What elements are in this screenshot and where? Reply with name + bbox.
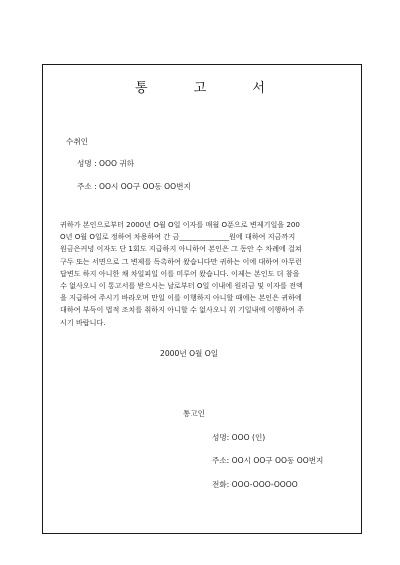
sender-label: 통고인: [183, 409, 206, 418]
body-line: 답변도 하지 아니한 채 차일피일 이를 미루어 왔습니다. 이제는 본인도 더 참을: [60, 268, 300, 278]
sender-phone: 전화: OOO-OOO-OOOO: [212, 480, 298, 489]
body-line: 수 없사오니 이 통고서를 받으시는 날로부터 O일 이내에 원리금 및 이자를 전액: [60, 281, 303, 291]
notice-date: 2000년 O월 O일: [160, 349, 219, 358]
body-line: 원금은커녕 이자도 단 1회도 지급하지 아니하여 본인은 그 동안 수 차례에 걸쳐: [60, 244, 302, 254]
body-line: 시기 바랍니다.: [60, 317, 106, 327]
body-line: 귀하가 본인으로부터 2000년 O월 O일 이자를 매월 O푼으로 변제기일을 200: [60, 220, 300, 229]
body-line: O년 O월 O일로 정하여 차용하여 간 금______________원에 대하여 지금까지: [60, 232, 296, 242]
recipient-label: 수취인: [66, 137, 89, 146]
document-title: 통 고 서: [135, 81, 286, 96]
body-line: 을 지급하여 주시기 바라오며 만일 이를 이행하지 아니할 때에는 본인은 귀하에: [60, 293, 302, 303]
sender-name: 성명: OOO (인): [212, 433, 266, 442]
recipient-name: 성명 : OOO 귀하: [77, 159, 135, 168]
recipient-address: 주소 : OO시 OO구 OO동 OO번지: [77, 182, 191, 191]
sender-address: 주소: OO시 OO구 OO동 OO번지: [212, 456, 324, 465]
body-line: 구두 또는 서면으로 그 변제를 독촉하여 왔습니다만 귀하는 이에 대하여 아무런: [60, 256, 302, 266]
body-line: 대하여 부득이 법적 조치를 취하지 아니할 수 없사오니 위 기일내에 이행하여 주: [60, 305, 305, 315]
body-paragraph: [60, 219, 351, 329]
